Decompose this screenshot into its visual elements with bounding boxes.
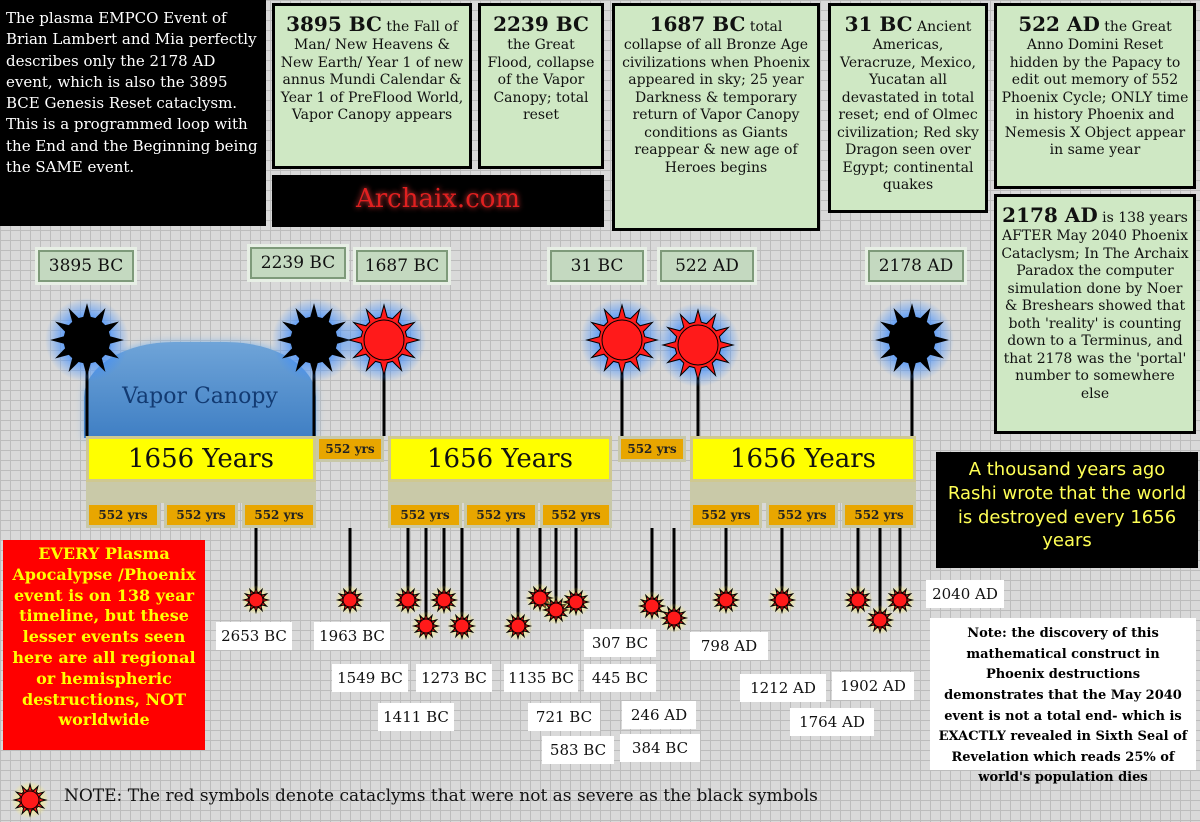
event-date: 31 BC: [844, 12, 913, 36]
legend-text: NOTE: The red symbols denote cataclyms that were not as severe as the black symbols: [64, 786, 818, 806]
red-sun-icon: [342, 298, 426, 382]
small-red-sun-icon: [659, 603, 688, 632]
event-desc: the Great Flood, collapse of the Vapor Canopy; total reset: [487, 37, 595, 123]
timeline-label: 31 BC: [550, 250, 644, 282]
sub-segment: 552 yrs: [842, 502, 916, 528]
minor-date: 798 AD: [690, 632, 768, 660]
minor-date: 246 AD: [622, 701, 696, 729]
small-red-sun-icon: [561, 587, 590, 616]
red-sun-icon: [580, 298, 664, 382]
event-date: 2239 BC: [493, 12, 589, 36]
minor-date: 384 BC: [620, 734, 700, 762]
rashi-text: A thousand years ago Rashi wrote that the world is destroyed every 1656 years: [947, 459, 1187, 552]
timeline-label: 3895 BC: [38, 250, 134, 282]
intro-text: The plasma EMPCO Event of Brian Lambert and Mia perfectly describes only the 2178 AD event, which is also the 3895 BCE Genesis Reset cataclysm. This is a programmed loop with the End and the Beginning being the SAME event.: [6, 9, 258, 177]
minor-date: 721 BC: [528, 703, 600, 731]
minor-date: 1411 BC: [378, 703, 454, 731]
minor-date: 1273 BC: [416, 664, 492, 692]
sub-segment: 552 yrs: [690, 502, 762, 528]
minor-date: 1135 BC: [504, 664, 578, 692]
period-bar: 1656 Years: [690, 436, 916, 482]
sub-segment: 552 yrs: [388, 502, 462, 528]
minor-date: 583 BC: [542, 736, 614, 764]
event-date: 522 AD: [1018, 12, 1100, 36]
sub-segment: 552 yrs: [540, 502, 612, 528]
minor-date: 445 BC: [584, 664, 656, 692]
event-desc: Ancient Americas, Veracruze, Mexico, Yucatan all devastated in total reset; end of Olmec civilization; Red sky Dragon seen over Egypt; continental quakes: [837, 19, 979, 193]
small-red-sun-icon: [393, 585, 422, 614]
black-sun-icon: [45, 298, 129, 382]
minor-date: 1764 AD: [790, 708, 874, 736]
gap-segment: 552 yrs: [316, 436, 384, 462]
small-red-sun-icon: [503, 611, 532, 640]
small-red-sun-icon: [429, 585, 458, 614]
minor-date: 2040 AD: [926, 580, 1004, 608]
small-red-sun-icon: [767, 585, 796, 614]
red-sun-icon: [656, 303, 740, 387]
minor-date: 307 BC: [584, 629, 656, 657]
minor-date: 1549 BC: [332, 664, 408, 692]
sub-segment: 552 yrs: [766, 502, 838, 528]
small-red-sun-icon: [241, 585, 270, 614]
minor-date: 1902 AD: [832, 672, 914, 700]
sub-segment: 552 yrs: [464, 502, 538, 528]
site-logo: Archaix.com: [355, 184, 521, 214]
note-text: Note: the discovery of this mathematical construct in Phoenix destructions demonstrates that the May 2040 event is not a total end- which is EXACTLY revealed in Sixth Seal of Revelation which reads 25% of world's population dies: [938, 626, 1188, 786]
sub-segment: 552 yrs: [164, 502, 238, 528]
event-date: 2178 AD: [1002, 203, 1098, 227]
event-desc: is 138 years AFTER May 2040 Phoenix Cataclysm; In The Archaix Paradox the computer simulation done by Noer & Breshears showed that both 'reality' is counting down to a Terminus, and that 2178 was the 'portal' number to somewhere else: [1001, 210, 1189, 402]
timeline-label: 2178 AD: [868, 250, 964, 282]
period-bar: 1656 Years: [86, 436, 316, 482]
small-red-sun-icon: [885, 585, 914, 614]
timeline-label: 2239 BC: [250, 247, 346, 279]
event-date: 1687 BC: [649, 12, 746, 36]
sub-segment: 552 yrs: [242, 502, 316, 528]
timeline-label: 1687 BC: [356, 250, 448, 282]
red-info-text: EVERY Plasma Apocalypse /Phoenix event is on 138 year timeline, but these lesser events seen here are all regional or hemispheric destructions, NOT worldwide: [12, 544, 196, 730]
vapor-canopy-label: Vapor Canopy: [122, 384, 278, 409]
event-desc: the Great Anno Domini Reset hidden by the Papacy to edit out memory of 552 Phoenix Cycle; ONLY time in history Phoenix and Nemesis X Object appear in same year: [1001, 19, 1189, 158]
small-red-sun-icon: [843, 585, 872, 614]
minor-date: 1212 AD: [740, 674, 826, 702]
small-red-sun-icon: [335, 585, 364, 614]
small-red-sun-icon: [447, 611, 476, 640]
event-desc: total collapse of all Bronze Age civilizations when Phoenix appeared in sky; 25 year Darkness & temporary return of Vapor Canopy conditions as Giants reappear & new age of Heroes begins: [622, 19, 810, 176]
small-red-sun-icon: [411, 611, 440, 640]
legend-red-sun-icon: [11, 781, 49, 819]
gap-segment: 552 yrs: [618, 436, 686, 462]
minor-date: 1963 BC: [314, 622, 390, 650]
small-red-sun-icon: [711, 585, 740, 614]
event-date: 3895 BC: [286, 12, 382, 36]
timeline-label: 522 AD: [660, 250, 754, 282]
period-bar: 1656 Years: [388, 436, 612, 482]
minor-date: 2653 BC: [216, 622, 292, 650]
event-desc: the Fall of Man/ New Heavens & New Earth/ Year 1 of new annus Mundi Calendar & Year 1 of PreFlood World, Vapor Canopy appears: [280, 19, 464, 123]
sub-segment: 552 yrs: [86, 502, 160, 528]
black-sun-icon: [870, 298, 954, 382]
